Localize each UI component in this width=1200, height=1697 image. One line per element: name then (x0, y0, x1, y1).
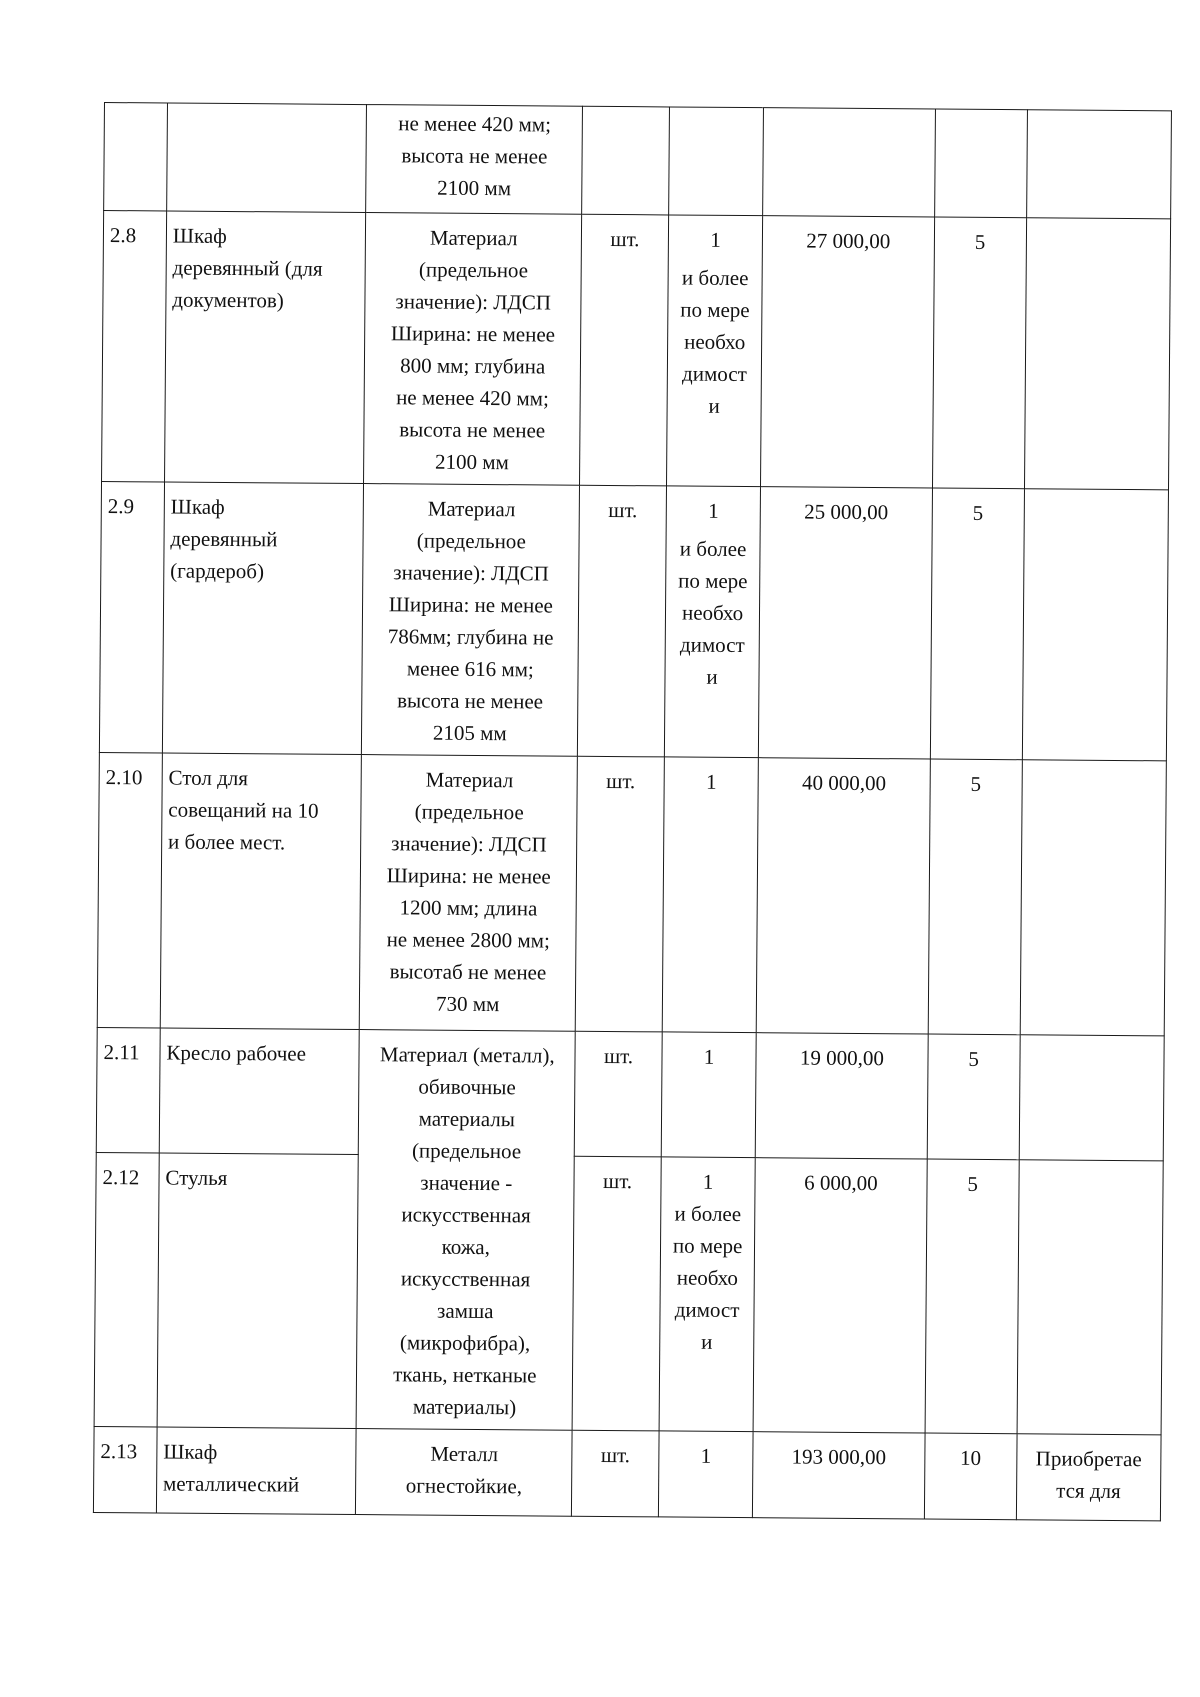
item-unit: шт. (572, 1430, 659, 1517)
quantity-line: димост (682, 361, 747, 387)
item-years: 5 (927, 1034, 1020, 1160)
description-line: значение): ЛДСП (395, 289, 552, 315)
table-row-2-8 (102, 211, 1171, 490)
furniture-norms-table (93, 102, 1172, 1521)
item-name-line: Стулья (165, 1165, 228, 1191)
quantity-line: димост (674, 1297, 740, 1323)
description-line: кожа, (441, 1234, 491, 1260)
description-line: обивочные (418, 1074, 516, 1100)
description-line: искусственная (400, 1266, 531, 1292)
item-price: 193 000,00 (753, 1432, 925, 1519)
item-name-line: деревянный (170, 526, 278, 552)
item-note (1022, 489, 1168, 761)
description-line: 2105 мм (432, 720, 507, 746)
item-name-line: Шкаф (170, 494, 225, 519)
description-line: высота не менее (401, 143, 548, 169)
quantity-line: необхо (681, 600, 744, 626)
description-line: высотаб не менее (389, 959, 547, 985)
quantity-line: и более (674, 1201, 742, 1227)
description-line: (предельное (416, 528, 527, 554)
item-number: 2.13 (93, 1426, 157, 1512)
item-number: 2.10 (97, 752, 162, 1027)
item-name-line: металлический (162, 1471, 300, 1497)
table-row-continuation (104, 103, 1172, 219)
quantity-line: 1 (702, 1170, 714, 1195)
description-line: ткань, нетканые (393, 1362, 537, 1388)
item-number: 2.9 (99, 481, 164, 752)
description-line: 2100 мм (434, 449, 509, 475)
quantity-line: и (708, 393, 720, 418)
item-price: 25 000,00 (759, 487, 932, 759)
quantity-line: и более (681, 265, 749, 291)
description-line: Ширина: не менее (390, 321, 556, 347)
description-cell (366, 105, 583, 215)
item-price: 19 000,00 (755, 1033, 927, 1160)
note-line: Приобретае (1035, 1446, 1142, 1472)
item-note (1017, 1160, 1163, 1435)
price-cell (763, 108, 935, 217)
item-name-line: деревянный (для (172, 255, 323, 281)
item-quantity (658, 1431, 753, 1518)
item-unit: шт. (575, 756, 664, 1032)
item-years: 5 (930, 488, 1024, 760)
quantity-line: 1 (700, 1443, 712, 1468)
item-name (157, 1153, 359, 1428)
item-number: 2.8 (102, 211, 167, 482)
item-price: 27 000,00 (761, 216, 934, 488)
quantity-line: 1 (708, 498, 719, 523)
description-line: Металл (430, 1441, 499, 1467)
table-row-2-11 (96, 1027, 1164, 1161)
description-line: не менее 420 мм; (398, 111, 552, 137)
table-row-2-10 (97, 752, 1166, 1035)
description-line: Материал (425, 767, 514, 793)
description-line: (предельное (414, 799, 524, 825)
quantity-line: и более (679, 536, 747, 562)
description-line: значение): ЛДСП (393, 560, 549, 586)
item-years: 5 (932, 217, 1026, 489)
item-quantity (659, 1157, 755, 1431)
description-line: Материал (металл), (379, 1042, 555, 1068)
item-number: 2.12 (94, 1153, 159, 1427)
quantity-line: 1 (705, 769, 717, 794)
description-line: 1200 мм; длина (399, 895, 538, 921)
item-years: 5 (925, 1159, 1019, 1433)
description-line: значение - (420, 1170, 513, 1196)
description-line: высота не менее (397, 688, 544, 714)
item-description (362, 484, 580, 757)
item-name-line: и более мест. (167, 829, 286, 855)
item-unit: шт. (578, 485, 667, 757)
description-line: искусственная (401, 1202, 531, 1228)
item-price: 6 000,00 (753, 1158, 926, 1433)
description-line: значение): ЛДСП (391, 831, 547, 857)
item-description (360, 755, 578, 1032)
description-line: (предельное (411, 1138, 522, 1164)
description-line: материалы) (412, 1394, 517, 1420)
description-line: не менее 420 мм; (396, 385, 549, 411)
item-note (1019, 1035, 1164, 1161)
item-number: 2.11 (96, 1027, 160, 1153)
item-name-line: совещаний на 10 (168, 797, 319, 823)
description-line: 2100 мм (437, 175, 512, 201)
table-row-2-9 (99, 481, 1168, 760)
item-quantity (666, 215, 762, 487)
item-name-line: Стол для (168, 765, 249, 791)
quantity-line: димост (679, 632, 745, 658)
item-price: 40 000,00 (756, 758, 929, 1034)
item-description (364, 213, 582, 486)
quantity-line: 1 (710, 227, 721, 252)
description-line: менее 616 мм; (406, 656, 534, 682)
description-line: высота не менее (399, 417, 546, 443)
item-description (356, 1429, 572, 1517)
item-years: 5 (928, 759, 1022, 1035)
description-line: не менее 2800 мм; (386, 927, 550, 953)
item-name-line: Шкаф (163, 1439, 218, 1464)
description-line: замша (437, 1298, 494, 1324)
description-line: Материал (429, 225, 518, 251)
item-name (164, 211, 366, 484)
item-name-line: Кресло рабочее (166, 1040, 307, 1066)
item-years: 10 (924, 1433, 1017, 1520)
description-line: (предельное (418, 257, 529, 283)
description-line: 786мм; глубина не (387, 624, 554, 650)
quantity-line: по мере (678, 568, 748, 594)
description-line: Ширина: не менее (388, 592, 553, 618)
item-description (356, 1030, 575, 1431)
quantity-line: необхо (684, 329, 746, 355)
item-unit: шт. (580, 214, 669, 486)
description-line: огнестойкие, (405, 1473, 523, 1499)
item-name-line: документов) (172, 287, 284, 313)
item-name-line: (гардероб) (170, 558, 265, 584)
item-name (162, 482, 364, 755)
quantity-line: по мере (680, 297, 750, 323)
item-quantity (661, 1032, 756, 1158)
years-cell (934, 109, 1027, 218)
table-row-2-12 (94, 1153, 1163, 1435)
number-cell (104, 103, 168, 211)
note-cell (1026, 110, 1171, 219)
description-line: 800 мм; глубина (400, 353, 546, 379)
quantity-line: и (701, 1330, 713, 1355)
quantity-line: необхо (676, 1265, 739, 1291)
quantity-line: по мере (672, 1233, 743, 1259)
description-line: Материал (427, 496, 516, 522)
item-name (156, 1427, 356, 1515)
note-line: тся для (1056, 1478, 1121, 1504)
quantity-line: 1 (703, 1044, 715, 1069)
unit-cell (582, 106, 670, 215)
description-line: Ширина: не менее (386, 863, 551, 889)
description-line: 730 мм (435, 991, 500, 1017)
item-note (1024, 218, 1170, 490)
quantity-line: и (706, 664, 718, 689)
item-unit: шт. (574, 1031, 662, 1157)
item-quantity (662, 757, 758, 1033)
item-name (160, 753, 362, 1030)
quantity-cell (669, 107, 764, 216)
item-unit: шт. (572, 1157, 661, 1431)
item-name-line: Шкаф (172, 223, 227, 248)
name-cell (167, 103, 367, 213)
table-row-2-13 (93, 1426, 1161, 1520)
item-note (1020, 760, 1166, 1036)
description-line: (микрофибра), (399, 1330, 531, 1356)
description-line: материалы (418, 1106, 516, 1132)
item-quantity (664, 486, 760, 758)
item-note (1016, 1434, 1161, 1521)
item-name (159, 1028, 359, 1155)
